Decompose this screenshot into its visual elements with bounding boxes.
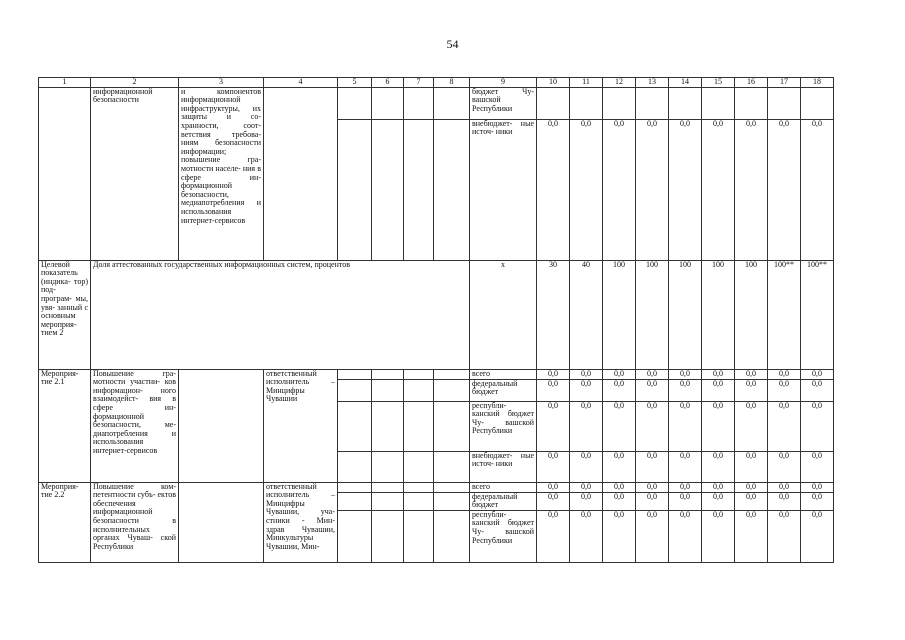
value-cell: 0,0 [570,379,603,401]
value-cell: 0,0 [702,482,735,492]
empty-cell [372,87,404,119]
value-cell: 0,0 [801,369,834,379]
value-cell: 0,0 [768,379,801,401]
column-number-header: 15 [702,78,735,88]
value-cell: 0,0 [768,119,801,260]
value-cell: 0,0 [570,482,603,492]
value-cell: 0,0 [735,369,768,379]
empty-cell [434,492,470,510]
empty-cell [338,510,372,562]
value-cell: 0,0 [702,119,735,260]
value-cell: 0,0 [768,492,801,510]
value-cell [537,87,570,119]
column-number-header: 14 [669,78,702,88]
value-cell: 0,0 [669,369,702,379]
funding-source-cell: республи- канский бюджет Чу- вашской Республики [470,401,537,451]
empty-cell [338,451,372,482]
column-number-header: 5 [338,78,372,88]
value-cell: 0,0 [603,119,636,260]
value-cell: 100 [603,260,636,369]
event-executor: ответственный исполнитель – Минцифры Чувашии, уча- стники - Мин- здрав Чувашии, Минкультуры Чувашии, Мин- [264,482,338,562]
value-cell: 0,0 [669,119,702,260]
event-label: Мероприя- тие 2.2 [39,482,91,562]
value-cell: 0,0 [636,379,669,401]
value-cell: 0,0 [603,492,636,510]
column-number-header: 18 [801,78,834,88]
empty-cell [434,119,470,260]
value-cell: 0,0 [669,510,702,562]
value-cell: 0,0 [636,510,669,562]
event-column-3 [179,482,264,562]
content-cell: и компонентов информационной инфраструктуры, их защиты и со- хранности, соот- ветствия требова- ниям безопасности информации; повышение гра- мотности населе- ния в сфере ин- формационной безопасности, медиапотребления и использования интернет-сервисов [179,87,264,260]
empty-cell [434,401,470,451]
column-number-header: 6 [372,78,404,88]
value-cell: 0,0 [735,510,768,562]
indicator-label: Целевой показатель (индика- тор) под- програм- мы, увя- занный с основным мероприя- тием 2 [39,260,91,369]
empty-cell [434,510,470,562]
funding-source-cell: всего [470,369,537,379]
value-cell: 0,0 [603,451,636,482]
value-cell: 0,0 [537,119,570,260]
value-cell: 0,0 [537,369,570,379]
column-number-header: 9 [470,78,537,88]
empty-cell [338,379,372,401]
empty-cell [372,492,404,510]
column-number-header: 1 [39,78,91,88]
value-cell: 0,0 [702,379,735,401]
value-cell: 40 [570,260,603,369]
event-column-3 [179,369,264,482]
page-number: 54 [446,37,459,51]
event-label: Мероприя- тие 2.1 [39,369,91,482]
value-cell: 0,0 [537,492,570,510]
value-cell: 0,0 [570,492,603,510]
event-executor: ответственный исполнитель – Минцифры Чувашии [264,369,338,482]
event-description: Повышение гра- мотности участни- ков информацион- ного взаимодейст- вия в сфере ин- формационной безопасности, ме- диапотребления и использования интернет-сервисов [91,369,179,482]
value-cell: 0,0 [735,492,768,510]
table-row [39,369,834,379]
funding-source-cell: бюджет Чу- вашской Республики [470,87,537,119]
value-cell: 0,0 [603,510,636,562]
empty-cell [372,379,404,401]
value-cell: 100 [735,260,768,369]
empty-cell [434,87,470,119]
funding-source-cell: всего [470,482,537,492]
value-cell: 0,0 [702,401,735,451]
column-number-header: 7 [404,78,434,88]
empty-cell [372,451,404,482]
value-cell: 0,0 [603,379,636,401]
value-cell: 100** [768,260,801,369]
column-number-header: 2 [91,78,179,88]
empty-cell [404,87,434,119]
value-cell: 0,0 [636,369,669,379]
value-cell: 100** [801,260,834,369]
value-cell: 0,0 [669,401,702,451]
value-cell: 0,0 [570,401,603,451]
value-cell: 0,0 [669,482,702,492]
funding-source-cell: республи- канский бюджет Чу- вашской Республики [470,510,537,562]
empty-cell [404,119,434,260]
indicator-unit: х [470,260,537,369]
value-cell: 0,0 [768,451,801,482]
empty-cell [338,482,372,492]
funding-source-cell: федеральный бюджет [470,492,537,510]
value-cell: 0,0 [636,401,669,451]
empty-cell [338,119,372,260]
empty-cell [434,379,470,401]
value-cell: 0,0 [537,401,570,451]
empty-cell [372,510,404,562]
value-cell: 0,0 [570,510,603,562]
value-cell: 0,0 [636,451,669,482]
event-description: Повышение ком- петентности субъ- ектов обеспечения информационной безопасности в исполнительных органах Чуваш- ской Республики [91,482,179,562]
empty-cell [404,401,434,451]
value-cell: 0,0 [801,510,834,562]
value-cell [702,87,735,119]
empty-cell [404,451,434,482]
funding-source-cell: внебюджет- ные источ- ники [470,119,537,260]
empty-cell [338,369,372,379]
empty-cell [434,369,470,379]
empty-cell [372,369,404,379]
budget-table [38,77,834,563]
indicator-name: Доля аттестованных государственных информационных систем, процентов [91,260,470,369]
value-cell: 0,0 [669,451,702,482]
column-number-header: 12 [603,78,636,88]
value-cell: 0,0 [636,482,669,492]
empty-cell [434,451,470,482]
value-cell: 30 [537,260,570,369]
column-number-row [39,78,834,88]
column-number-header: 16 [735,78,768,88]
value-cell: 0,0 [768,482,801,492]
value-cell: 0,0 [801,451,834,482]
column-number-header: 4 [264,78,338,88]
value-cell: 0,0 [537,510,570,562]
table-row [39,482,834,492]
column-number-header: 10 [537,78,570,88]
value-cell: 0,0 [669,379,702,401]
value-cell: 0,0 [636,119,669,260]
empty-cell [434,482,470,492]
value-cell [603,87,636,119]
value-cell: 0,0 [801,482,834,492]
description-cell: информационной безопасности [91,87,179,260]
value-cell: 0,0 [735,451,768,482]
funding-source-cell: федеральный бюджет [470,379,537,401]
column-number-header: 17 [768,78,801,88]
value-cell: 0,0 [636,492,669,510]
value-cell: 0,0 [801,379,834,401]
empty-cell [39,87,91,260]
empty-cell [372,482,404,492]
column-number-header: 13 [636,78,669,88]
value-cell [735,87,768,119]
value-cell: 0,0 [801,492,834,510]
value-cell: 0,0 [735,482,768,492]
empty-cell [338,401,372,451]
empty-cell [404,379,434,401]
value-cell: 0,0 [570,369,603,379]
column-number-header: 11 [570,78,603,88]
value-cell: 0,0 [768,369,801,379]
empty-cell [404,369,434,379]
value-cell: 0,0 [603,369,636,379]
value-cell: 0,0 [735,401,768,451]
value-cell: 100 [636,260,669,369]
value-cell: 0,0 [735,119,768,260]
funding-source-cell: внебюджет- ные источ- ники [470,451,537,482]
empty-cell [372,401,404,451]
value-cell: 0,0 [801,119,834,260]
value-cell: 0,0 [537,451,570,482]
empty-cell [372,119,404,260]
value-cell: 0,0 [603,401,636,451]
value-cell: 0,0 [537,379,570,401]
executor-cell [264,87,338,260]
value-cell: 0,0 [702,451,735,482]
column-number-header: 8 [434,78,470,88]
value-cell: 0,0 [702,510,735,562]
value-cell: 0,0 [603,482,636,492]
value-cell: 0,0 [570,119,603,260]
empty-cell [404,510,434,562]
value-cell: 0,0 [570,451,603,482]
value-cell: 0,0 [669,492,702,510]
value-cell [669,87,702,119]
empty-cell [404,492,434,510]
value-cell: 0,0 [702,369,735,379]
value-cell: 0,0 [702,492,735,510]
table-row [39,87,834,119]
indicator-row [39,260,834,369]
value-cell [636,87,669,119]
value-cell: 100 [669,260,702,369]
value-cell: 0,0 [768,401,801,451]
value-cell [768,87,801,119]
empty-cell [404,482,434,492]
column-number-header: 3 [179,78,264,88]
empty-cell [338,87,372,119]
value-cell [801,87,834,119]
value-cell [570,87,603,119]
value-cell: 0,0 [537,482,570,492]
value-cell: 0,0 [801,401,834,451]
value-cell: 0,0 [768,510,801,562]
empty-cell [338,492,372,510]
value-cell: 100 [702,260,735,369]
value-cell: 0,0 [735,379,768,401]
